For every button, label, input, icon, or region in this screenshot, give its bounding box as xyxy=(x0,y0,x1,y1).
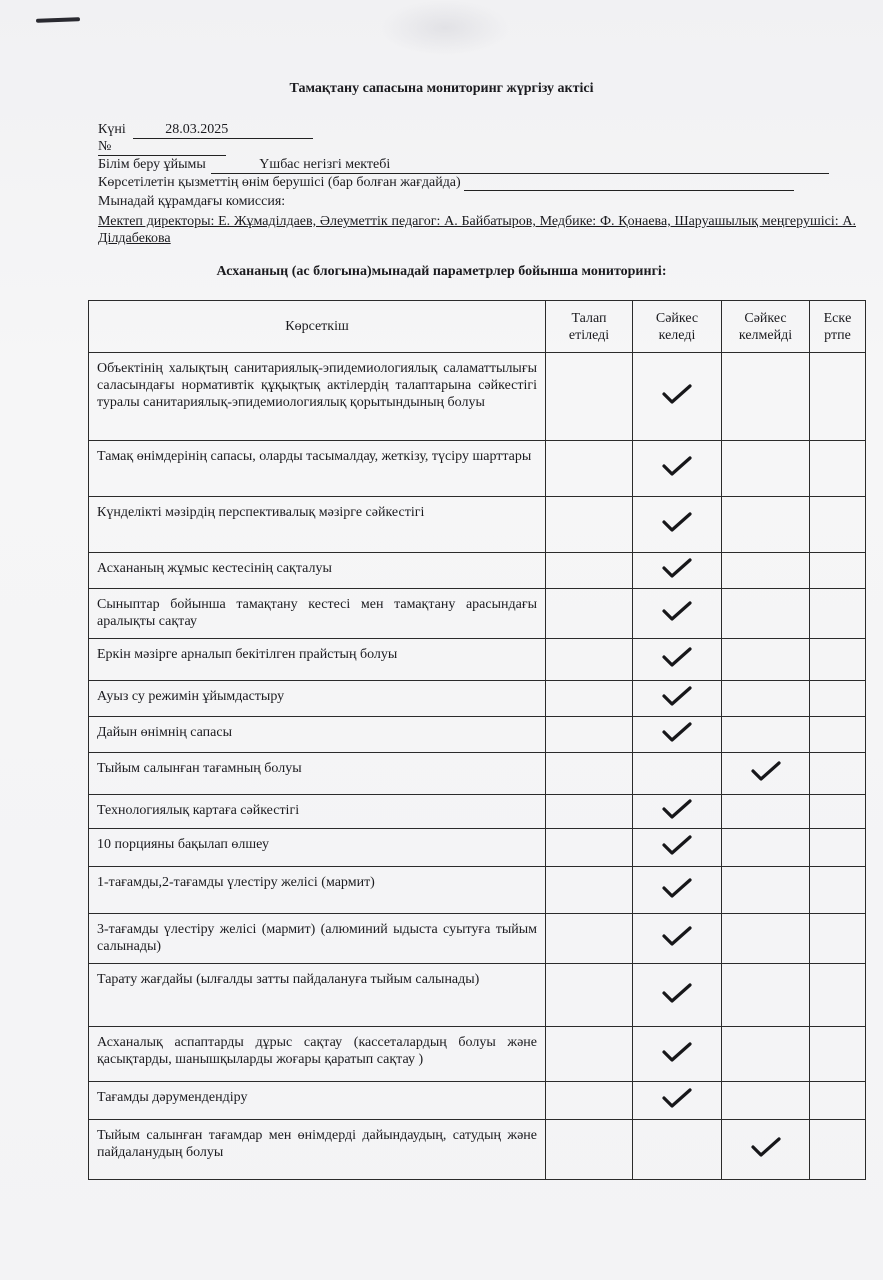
column-header-text: ртпе xyxy=(824,327,851,343)
compliant-cell xyxy=(633,867,722,914)
required-cell xyxy=(546,753,633,795)
indicator-text: 1-тағамды,2-тағамды үлестіру желісі (мармит) xyxy=(97,875,375,890)
compliant-cell xyxy=(633,914,722,964)
compliant-cell xyxy=(633,589,722,639)
check-icon xyxy=(750,759,782,783)
indicator-cell xyxy=(89,829,546,867)
provider-blank xyxy=(464,175,794,191)
table-row xyxy=(89,829,866,867)
column-header-indicator xyxy=(89,301,546,353)
indicator-cell xyxy=(89,497,546,553)
required-cell xyxy=(546,829,633,867)
note-cell xyxy=(810,639,866,681)
organization-line xyxy=(98,157,829,174)
indicator-text: Объектінің халықтың санитариялық-эпидемиологиялық саламаттылығы саласындағы нормативтік құқықтық актілердің талаптарына сәйкестігі туралы санитариялық-эпидемиологиялық қорытындының болуы xyxy=(97,361,537,410)
required-cell xyxy=(546,681,633,717)
non-compliant-cell xyxy=(722,964,810,1027)
check-icon xyxy=(661,510,693,534)
compliant-cell xyxy=(633,497,722,553)
column-header-text: келеді xyxy=(658,327,696,343)
indicator-text: Тамақ өнімдерінің сапасы, оларды тасымалдау, жеткізу, түсіру шарттары xyxy=(97,449,532,464)
table-row xyxy=(89,1120,866,1180)
indicator-cell xyxy=(89,867,546,914)
commission-label: Мынадай құрамдағы комиссия: xyxy=(98,194,286,209)
note-cell xyxy=(810,553,866,589)
indicator-cell xyxy=(89,553,546,589)
indicator-cell xyxy=(89,639,546,681)
table-row xyxy=(89,553,866,589)
pen-stroke-mark xyxy=(36,17,80,23)
non-compliant-cell xyxy=(722,639,810,681)
indicator-cell xyxy=(89,441,546,497)
indicator-text: Еркін мәзірге арналып бекітілген прайстың болуы xyxy=(97,647,398,662)
note-cell xyxy=(810,441,866,497)
note-cell xyxy=(810,589,866,639)
commission-members-text: Мектеп директоры: Е. Жұмаділдаев, Әлеуметтік педагог: А. Байбатыров, Медбике: Ф. Қонаева, Шаруашылық меңгерушісі: А. Ділдабекова xyxy=(98,214,856,246)
table-row xyxy=(89,639,866,681)
non-compliant-cell xyxy=(722,353,810,441)
note-cell xyxy=(810,497,866,553)
table-row xyxy=(89,441,866,497)
check-icon xyxy=(661,454,693,478)
check-icon xyxy=(661,720,693,744)
compliant-cell xyxy=(633,753,722,795)
required-cell xyxy=(546,795,633,829)
table-row xyxy=(89,867,866,914)
indicator-cell xyxy=(89,589,546,639)
table-header-row xyxy=(89,301,866,353)
check-icon xyxy=(661,797,693,821)
indicator-text: Тыйым салынған тағамның болуы xyxy=(97,761,302,776)
note-cell xyxy=(810,353,866,441)
note-cell xyxy=(810,717,866,753)
required-cell xyxy=(546,914,633,964)
indicator-text: Технологиялық картаға сәйкестігі xyxy=(97,803,300,818)
commission-members xyxy=(98,213,856,247)
column-header-text: етіледі xyxy=(568,327,610,343)
note-cell xyxy=(810,829,866,867)
note-cell xyxy=(810,1082,866,1120)
column-header-note xyxy=(810,301,866,353)
indicator-cell xyxy=(89,717,546,753)
compliant-cell xyxy=(633,353,722,441)
indicator-cell xyxy=(89,353,546,441)
required-cell xyxy=(546,553,633,589)
non-compliant-cell xyxy=(722,914,810,964)
table-body xyxy=(89,353,866,1180)
non-compliant-cell xyxy=(722,829,810,867)
note-cell xyxy=(810,914,866,964)
table-row xyxy=(89,681,866,717)
column-header-text: келмейді xyxy=(738,327,793,343)
note-cell xyxy=(810,1120,866,1180)
table-row xyxy=(89,914,866,964)
column-header-text: Сәйкес xyxy=(744,310,787,326)
column-header-text: Ескe xyxy=(823,310,852,326)
provider-label: Көрсетілетін қызметтің өнім берушісі (бар болған жағдайда) xyxy=(98,175,461,190)
column-header-text: Сәйкес xyxy=(655,310,699,326)
non-compliant-cell xyxy=(722,497,810,553)
check-icon xyxy=(661,382,693,406)
note-cell xyxy=(810,681,866,717)
date-label: Күні xyxy=(98,122,126,137)
date-line xyxy=(98,122,313,139)
non-compliant-cell xyxy=(722,1082,810,1120)
column-header-non-compliant xyxy=(722,301,810,353)
column-header-text: Көрсеткіш xyxy=(285,319,349,334)
check-icon xyxy=(661,556,693,580)
non-compliant-cell xyxy=(722,589,810,639)
indicator-text: 3-тағамды үлестіру желісі (мармит) (алюминий ыдыста суытуға тыйым салынады) xyxy=(97,922,537,954)
non-compliant-cell xyxy=(722,681,810,717)
compliant-cell xyxy=(633,1120,722,1180)
note-cell xyxy=(810,1027,866,1082)
non-compliant-cell xyxy=(722,1120,810,1180)
required-cell xyxy=(546,639,633,681)
required-cell xyxy=(546,589,633,639)
indicator-cell xyxy=(89,914,546,964)
non-compliant-cell xyxy=(722,717,810,753)
compliant-cell xyxy=(633,829,722,867)
required-cell xyxy=(546,497,633,553)
indicator-text: Ауыз су режимін ұйымдастыру xyxy=(97,689,285,704)
table-row xyxy=(89,1082,866,1120)
organization-label: Білім беру ұйымы xyxy=(98,157,206,172)
check-icon xyxy=(661,981,693,1005)
indicator-cell xyxy=(89,753,546,795)
table-row xyxy=(89,353,866,441)
check-icon xyxy=(661,876,693,900)
required-cell xyxy=(546,353,633,441)
indicator-cell xyxy=(89,681,546,717)
non-compliant-cell xyxy=(722,867,810,914)
compliant-cell xyxy=(633,553,722,589)
check-icon xyxy=(661,833,693,857)
check-icon xyxy=(661,924,693,948)
bleed-through-mark xyxy=(380,0,510,55)
table-row xyxy=(89,1027,866,1082)
non-compliant-cell xyxy=(722,441,810,497)
indicator-cell xyxy=(89,1120,546,1180)
column-header-compliant xyxy=(633,301,722,353)
compliant-cell xyxy=(633,964,722,1027)
required-cell xyxy=(546,867,633,914)
compliant-cell xyxy=(633,1027,722,1082)
check-icon xyxy=(661,1086,693,1110)
indicator-text: Тағамды дәрумендендіру xyxy=(97,1090,248,1105)
indicator-text: Тыйым салынған тағамдар мен өнімдерді дайындаудың, сатудың және пайдаланудың болуы xyxy=(97,1128,537,1160)
number-line xyxy=(98,139,226,156)
non-compliant-cell xyxy=(722,553,810,589)
check-icon xyxy=(661,599,693,623)
column-header-text: Талап xyxy=(571,310,607,326)
check-icon xyxy=(750,1135,782,1159)
document-title: Тамақтану сапасына мониторинг жүргізу актісі xyxy=(289,81,594,96)
table-row xyxy=(89,589,866,639)
table-row xyxy=(89,717,866,753)
indicator-cell xyxy=(89,795,546,829)
indicator-cell xyxy=(89,964,546,1027)
required-cell xyxy=(546,1120,633,1180)
compliant-cell xyxy=(633,717,722,753)
indicator-text: Асханалық аспаптарды дұрыс сақтау (кассеталардың болуы және қасықтарды, шанышқыларды жоғары қаратып сақтау ) xyxy=(97,1035,537,1067)
column-header-required xyxy=(546,301,633,353)
required-cell xyxy=(546,1027,633,1082)
required-cell xyxy=(546,1082,633,1120)
non-compliant-cell xyxy=(722,753,810,795)
table-row xyxy=(89,497,866,553)
compliant-cell xyxy=(633,1082,722,1120)
required-cell xyxy=(546,964,633,1027)
compliant-cell xyxy=(633,441,722,497)
table-row xyxy=(89,795,866,829)
note-cell xyxy=(810,867,866,914)
check-icon xyxy=(661,684,693,708)
compliant-cell xyxy=(633,681,722,717)
number-label: № xyxy=(98,139,226,156)
note-cell xyxy=(810,795,866,829)
monitoring-table xyxy=(88,300,866,1180)
note-cell xyxy=(810,964,866,1027)
non-compliant-cell xyxy=(722,795,810,829)
indicator-text: Дайын өнімнің сапасы xyxy=(97,725,233,740)
note-cell xyxy=(810,753,866,795)
required-cell xyxy=(546,717,633,753)
table-row xyxy=(89,964,866,1027)
section-subtitle: Асхананың (ас блогына)мынадай параметрлер бойынша мониторингі: xyxy=(216,264,667,279)
required-cell xyxy=(546,441,633,497)
check-icon xyxy=(661,645,693,669)
indicator-text: Тарату жағдайы (ылғалды затты пайдалануға тыйым салынады) xyxy=(97,972,480,987)
compliant-cell xyxy=(633,795,722,829)
indicator-text: Күнделікті мәзірдің перспективалық мәзірге сәйкестігі xyxy=(97,505,425,520)
date-value: 28.03.2025 xyxy=(133,122,313,139)
non-compliant-cell xyxy=(722,1027,810,1082)
table-row xyxy=(89,753,866,795)
check-icon xyxy=(661,1040,693,1064)
organization-value: Үшбас негізгі мектебі xyxy=(211,157,829,174)
indicator-cell xyxy=(89,1027,546,1082)
provider-line xyxy=(98,175,794,191)
compliant-cell xyxy=(633,639,722,681)
indicator-cell xyxy=(89,1082,546,1120)
indicator-text: Асхананың жұмыс кестесінің сақталуы xyxy=(97,561,332,576)
indicator-text: Сыныптар бойынша тамақтану кестесі мен тамақтану арасындағы аралықты сақтау xyxy=(97,597,537,629)
indicator-text: 10 порцияны бақылап өлшеу xyxy=(97,837,269,852)
